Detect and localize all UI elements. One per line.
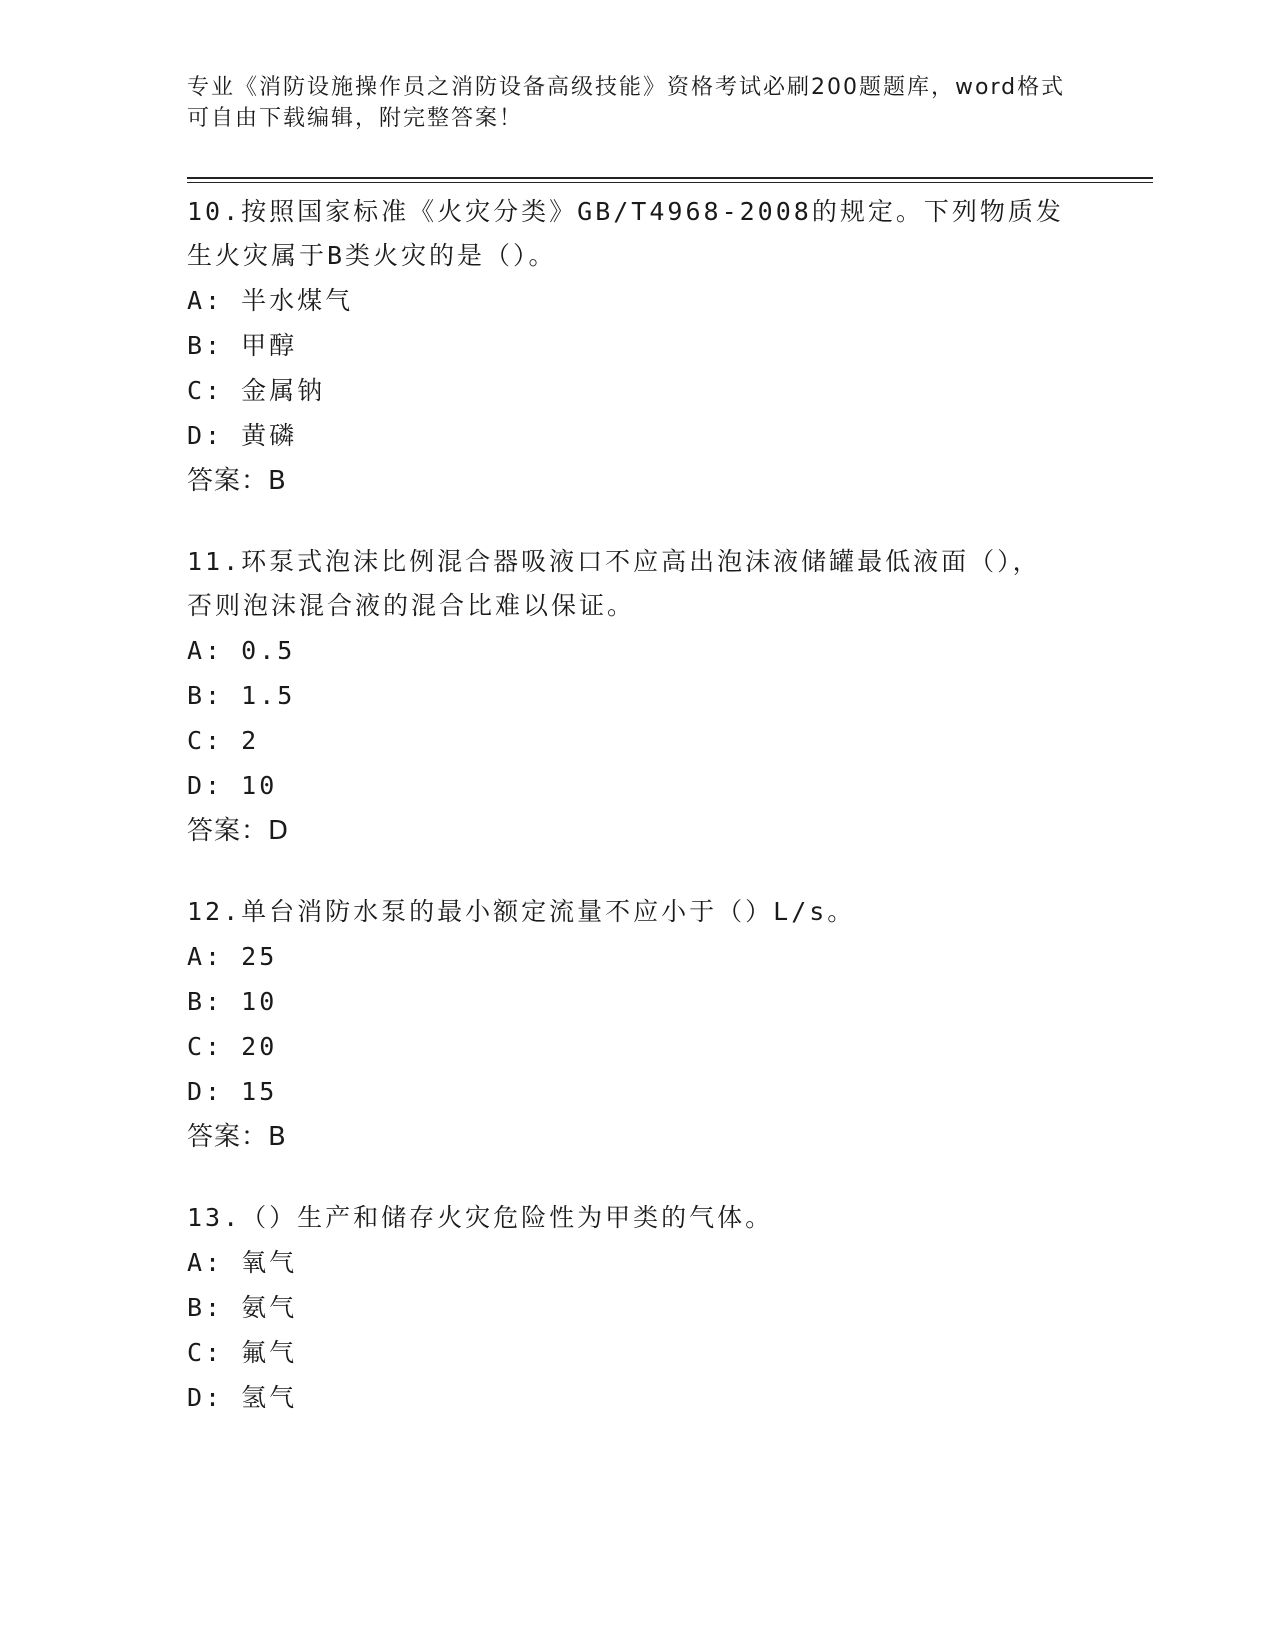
option-a: A: 半水煤气 — [187, 286, 354, 315]
option-c: C: 金属钠 — [187, 376, 326, 405]
option-c: C: 2 — [187, 726, 260, 755]
answer-line: 答案：B — [187, 1122, 287, 1152]
question-list — [187, 190, 1067, 1456]
option-c: C: 氟气 — [187, 1338, 298, 1367]
option-b: B: 氨气 — [187, 1293, 298, 1322]
option-a: A: 0.5 — [187, 636, 296, 665]
header-divider-thick — [187, 177, 1153, 179]
question-stem: 12.单台消防水泵的最小额定流量不应小于（）L/s。 — [187, 897, 856, 926]
option-b: B: 甲醇 — [187, 331, 298, 360]
question-stem: 13.（）生产和储存火灾危险性为甲类的气体。 — [187, 1203, 774, 1232]
option-a: A: 25 — [187, 942, 278, 971]
document-intro: 专业《消防设施操作员之消防设备高级技能》资格考试必刷200题题库，word格式可自由下载编辑，附完整答案！ — [187, 75, 1066, 131]
question-10 — [187, 190, 1067, 504]
option-d: D: 氢气 — [187, 1383, 298, 1412]
question-12 — [187, 890, 1067, 1160]
question-stem: 10.按照国家标准《火灾分类》GB/T4968-2008的规定。下列物质发生火灾属于B类火灾的是（）。 — [187, 197, 1064, 270]
answer-line: 答案：D — [187, 816, 290, 846]
question-stem: 11.环泵式泡沫比例混合器吸液口不应高出泡沫液储罐最低液面（），否则泡沫混合液的混合比难以保证。 — [187, 547, 1041, 620]
option-b: B: 10 — [187, 987, 278, 1016]
question-11 — [187, 540, 1067, 854]
answer-line: 答案：B — [187, 466, 287, 496]
option-c: C: 20 — [187, 1032, 278, 1061]
option-a: A: 氧气 — [187, 1248, 298, 1277]
question-13 — [187, 1196, 1067, 1420]
option-b: B: 1.5 — [187, 681, 296, 710]
header-divider-thin — [187, 182, 1153, 183]
option-d: D: 10 — [187, 771, 278, 800]
option-d: D: 15 — [187, 1077, 278, 1106]
option-d: D: 黄磷 — [187, 421, 298, 450]
